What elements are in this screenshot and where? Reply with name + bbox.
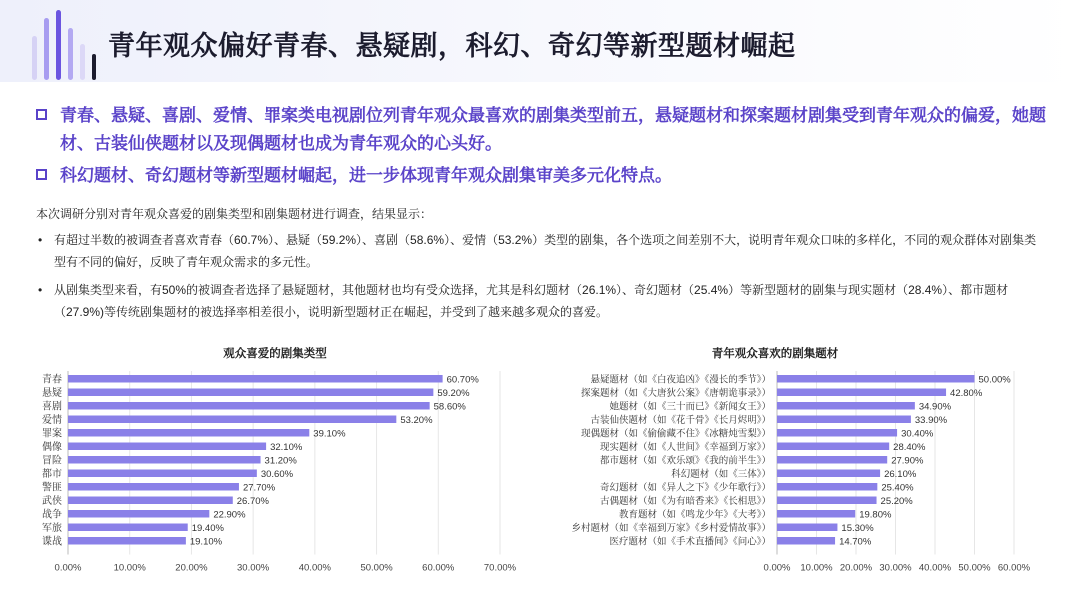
category-label: 奇幻题材（如《异人之下》《少年歌行》） bbox=[599, 482, 771, 494]
bar bbox=[68, 402, 430, 410]
category-label: 谍战 bbox=[42, 536, 62, 548]
bullet-dot-icon: • bbox=[38, 283, 43, 297]
bullet-dot-icon: • bbox=[38, 233, 43, 247]
bar bbox=[777, 524, 837, 532]
category-label: 教育题材（如《鸣龙少年》《大考》） bbox=[618, 509, 771, 521]
bar bbox=[68, 429, 309, 437]
x-tick-label: 40.00% bbox=[918, 562, 952, 574]
data-label: 60.70% bbox=[446, 374, 479, 386]
bar bbox=[68, 470, 257, 478]
data-label: 31.20% bbox=[264, 455, 297, 467]
category-label: 悬疑 bbox=[42, 387, 62, 399]
data-label: 26.70% bbox=[236, 495, 270, 507]
category-label: 乡村题材（如《幸福到万家》《乡村爱情故事》） bbox=[571, 522, 771, 534]
bar bbox=[777, 429, 897, 437]
genre-bar-chart bbox=[0, 360, 540, 600]
bar bbox=[777, 456, 887, 464]
category-label: 警匪 bbox=[42, 482, 62, 494]
data-label: 33.90% bbox=[914, 414, 948, 426]
category-label: 偶像 bbox=[42, 441, 62, 453]
data-label: 30.40% bbox=[901, 428, 934, 440]
bar bbox=[68, 416, 396, 424]
bar bbox=[68, 443, 266, 451]
category-label: 冒险 bbox=[42, 455, 62, 467]
bar bbox=[68, 389, 433, 397]
data-label: 19.80% bbox=[859, 509, 892, 521]
data-label: 19.10% bbox=[189, 536, 223, 548]
data-label: 25.40% bbox=[881, 482, 914, 494]
bar bbox=[777, 416, 911, 424]
x-tick-label: 20.00% bbox=[839, 562, 873, 574]
bar bbox=[777, 470, 880, 478]
x-tick-label: 10.00% bbox=[113, 562, 146, 574]
data-label: 42.80% bbox=[950, 387, 983, 399]
x-tick-label: 50.00% bbox=[360, 562, 393, 574]
x-tick-label: 30.00% bbox=[237, 562, 270, 574]
bar bbox=[777, 483, 877, 491]
data-label: 25.20% bbox=[880, 495, 913, 507]
bar bbox=[68, 483, 239, 491]
bullet-text: 从剧集类型来看，有50%的被调查者选择了悬疑题材，其他题材也均有受众选择，尤其是科幻题材（26.1%）、奇幻题材（25.4%）等新型题材的剧集与现实题材（28.4%）、都市题材（27.9%)等传统剧集题材的被选择率相差很小，说明新型题材正在崛起，并受到了越来越多观众的喜爱。 bbox=[54, 283, 1009, 319]
bar bbox=[777, 443, 889, 451]
data-label: 34.90% bbox=[918, 401, 952, 413]
bar bbox=[68, 375, 443, 383]
x-tick-label: 60.00% bbox=[422, 562, 455, 574]
highlights bbox=[36, 102, 1056, 194]
x-tick-label: 20.00% bbox=[175, 562, 208, 574]
category-label: 古装仙侠题材（如《花千骨》《长月烬明》） bbox=[590, 414, 771, 426]
header-band bbox=[0, 0, 1080, 82]
category-label: 探案题材（如《大唐狄公案》《唐朝诡事录》） bbox=[580, 387, 771, 399]
data-label: 59.20% bbox=[437, 387, 470, 399]
x-tick-label: 0.00% bbox=[763, 562, 791, 574]
x-tick-label: 70.00% bbox=[483, 562, 517, 574]
data-label: 50.00% bbox=[978, 374, 1011, 386]
data-label: 19.40% bbox=[191, 522, 224, 534]
data-label: 27.70% bbox=[242, 482, 276, 494]
highlight-item bbox=[36, 162, 1056, 190]
page-title: 青年观众偏好青春、悬疑剧，科幻、奇幻等新型题材崛起 bbox=[108, 31, 796, 61]
chart-title-genres: 观众喜爱的剧集类型 bbox=[223, 348, 327, 360]
data-label: 58.60% bbox=[433, 401, 466, 413]
data-label: 14.70% bbox=[839, 536, 872, 548]
bar bbox=[777, 497, 877, 505]
highlight-text: 科幻题材、奇幻题材等新型题材崛起，进一步体现青年观众剧集审美多元化特点。 bbox=[60, 166, 672, 185]
bar bbox=[777, 389, 946, 397]
x-tick-label: 10.00% bbox=[800, 562, 833, 574]
x-tick-label: 30.00% bbox=[879, 562, 912, 574]
category-label: 都市 bbox=[42, 468, 62, 480]
checkbox-square-icon bbox=[36, 169, 47, 180]
highlight-item bbox=[36, 102, 1056, 158]
data-label: 32.10% bbox=[270, 441, 303, 453]
bullet-text: 有超过半数的被调查者喜欢青春（60.7%）、悬疑（59.2%）、喜剧（58.6%）、爱情（53.2%）类型的剧集，各个选项之间差别不大，说明青年观众口味的多样化，不同的观众群体对剧集类型有不同的偏好，反映了青年观众需求的多元性。 bbox=[54, 233, 1037, 269]
category-label: 青春 bbox=[42, 374, 62, 386]
bullet-list bbox=[36, 229, 1046, 329]
chart-title-themes: 青年观众喜欢的剧集题材 bbox=[711, 348, 839, 360]
category-label: 科幻题材（如《三体》） bbox=[671, 468, 771, 480]
category-label: 都市题材（如《欢乐颂》《我的前半生》） bbox=[599, 455, 771, 467]
bar bbox=[68, 524, 188, 532]
x-tick-label: 60.00% bbox=[997, 562, 1031, 574]
data-label: 26.10% bbox=[884, 468, 917, 480]
bar bbox=[777, 537, 835, 545]
data-label: 30.60% bbox=[260, 468, 294, 480]
highlight-text: 青春、悬疑、喜剧、爱情、罪案类电视剧位列青年观众最喜欢的剧集类型前五，悬疑题材和探案题材剧集受到青年观众的偏爱，她题材、古装仙侠题材以及现偶题材也成为青年观众的心头好。 bbox=[60, 106, 1046, 153]
bar bbox=[68, 537, 186, 545]
bullet-item bbox=[36, 229, 1046, 273]
category-label: 现实题材（如《人世间》《幸福到万家》） bbox=[599, 441, 771, 453]
data-label: 22.90% bbox=[213, 509, 246, 521]
bar bbox=[68, 497, 233, 505]
bullet-item bbox=[36, 279, 1046, 323]
category-label: 喜剧 bbox=[42, 401, 62, 413]
bar bbox=[68, 510, 209, 518]
theme-bar-chart bbox=[540, 360, 1080, 600]
bar bbox=[777, 375, 975, 383]
x-tick-label: 50.00% bbox=[958, 562, 991, 574]
category-label: 军旅 bbox=[42, 522, 62, 534]
intro-text: 本次调研分别对青年观众喜爱的剧集类型和剧集题材进行调查，结果显示： bbox=[36, 207, 433, 221]
x-tick-label: 0.00% bbox=[54, 562, 82, 574]
decorative-bars bbox=[22, 10, 102, 80]
category-label: 战争 bbox=[42, 509, 62, 521]
bar bbox=[68, 456, 261, 464]
data-label: 27.90% bbox=[891, 455, 924, 467]
category-label: 罪案 bbox=[42, 428, 62, 440]
category-label: 爱情 bbox=[42, 414, 62, 426]
category-label: 古偶题材（如《为有暗香来》《长相思》） bbox=[599, 495, 771, 507]
data-label: 28.40% bbox=[893, 441, 926, 453]
category-label: 现偶题材（如《偷偷藏不住》《冰糖炖雪梨》） bbox=[580, 428, 771, 440]
category-label: 她题材（如《三十而已》《新闻女王》） bbox=[609, 401, 771, 413]
checkbox-square-icon bbox=[36, 109, 47, 120]
category-label: 悬疑题材（如《白夜追凶》《漫长的季节》） bbox=[590, 374, 771, 386]
bar bbox=[777, 510, 855, 518]
category-label: 医疗题材（如《手术直播间》《问心》） bbox=[609, 536, 771, 548]
data-label: 53.20% bbox=[400, 414, 433, 426]
data-label: 39.10% bbox=[313, 428, 346, 440]
data-label: 15.30% bbox=[841, 522, 874, 534]
bar bbox=[777, 402, 915, 410]
x-tick-label: 40.00% bbox=[298, 562, 331, 574]
category-label: 武侠 bbox=[42, 495, 62, 507]
